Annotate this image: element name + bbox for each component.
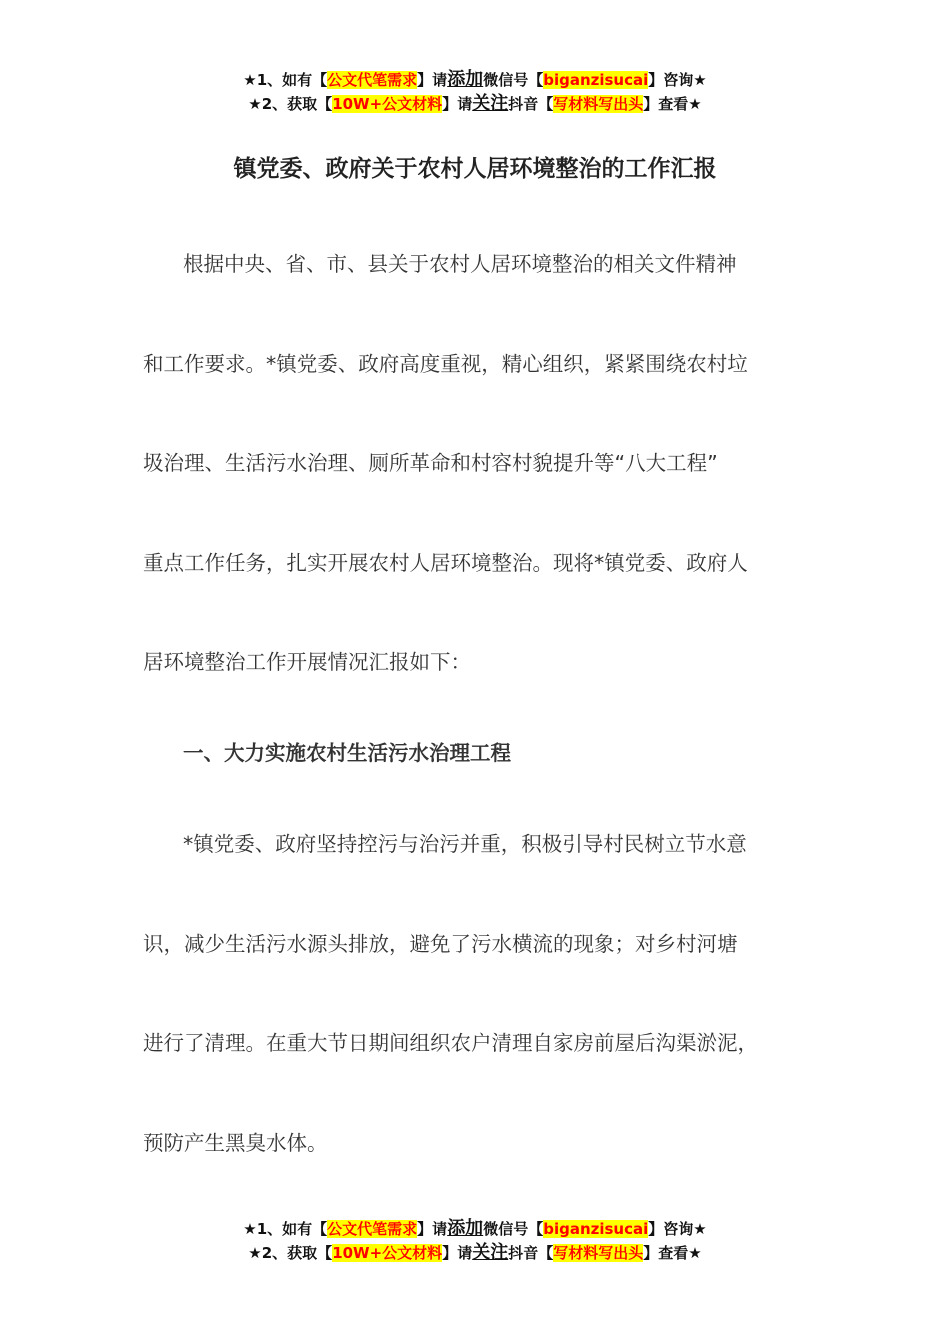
banner-text: 】请 <box>442 1244 473 1262</box>
document-title: 镇党委、政府关于农村人居环境整治的工作汇报 <box>233 156 717 182</box>
banner-text: 】请 <box>417 1220 448 1238</box>
banner-text: 微信号【 <box>483 1220 544 1238</box>
banner-text: 】请 <box>442 95 473 113</box>
banner-highlight: biganzisucai <box>543 71 649 89</box>
banner-line-2 <box>0 1241 950 1265</box>
banner-text: 抖音【 <box>508 95 554 113</box>
text-line: 重点工作任务，扎实开展农村人居环境整治。现将*镇党委、政府人 <box>143 550 748 575</box>
banner-line-2 <box>0 92 950 116</box>
banner-emphasis: 添加 <box>447 69 484 90</box>
banner-line-1 <box>0 1217 950 1241</box>
banner-highlight: 10W+公文材料 <box>332 95 443 113</box>
banner-highlight: 写材料写出头 <box>553 95 644 113</box>
banner-text: ★2、获取【 <box>248 1244 333 1262</box>
banner-emphasis: 关注 <box>472 1242 509 1263</box>
banner-text: 】请 <box>417 71 448 89</box>
banner-highlight: 写材料写出头 <box>553 1244 644 1262</box>
banner-emphasis: 添加 <box>447 1218 484 1239</box>
banner-highlight: 公文代笔需求 <box>327 71 418 89</box>
banner-text: 】咨询★ <box>648 1220 707 1238</box>
bottom-banner <box>0 1217 950 1265</box>
text-line: 识，减少生活污水源头排放，避免了污水横流的现象；对乡村河塘 <box>143 931 738 956</box>
banner-highlight: 10W+公文材料 <box>332 1244 443 1262</box>
text-line: 和工作要求。*镇党委、政府高度重视，精心组织，紧紧围绕农村垃 <box>143 351 748 376</box>
banner-emphasis: 关注 <box>472 93 509 114</box>
banner-line-1 <box>0 68 950 92</box>
text-line: 圾治理、生活污水治理、厕所革命和村容村貌提升等“八大工程” <box>143 451 718 475</box>
banner-text: ★1、如有【 <box>243 1220 328 1238</box>
banner-text: 】查看★ <box>643 1244 702 1262</box>
text-line: 居环境整治工作开展情况汇报如下： <box>143 650 471 674</box>
text-line: 预防产生黑臭水体。 <box>143 1130 328 1155</box>
banner-text: 微信号【 <box>483 71 544 89</box>
banner-highlight: biganzisucai <box>543 1220 649 1238</box>
top-banner <box>0 68 950 116</box>
text-line: 进行了清理。在重大节日期间组织农户清理自家房前屋后沟渠淤泥， <box>143 1031 758 1055</box>
banner-text: ★1、如有【 <box>243 71 328 89</box>
banner-text: 抖音【 <box>508 1244 554 1262</box>
banner-text: 】咨询★ <box>648 71 707 89</box>
paragraph-intro <box>143 215 843 713</box>
banner-text: 】查看★ <box>643 95 702 113</box>
paragraph-section-1 <box>143 795 843 1193</box>
banner-highlight: 公文代笔需求 <box>327 1220 418 1238</box>
section-heading: 一、大力实施农村生活污水治理工程 <box>183 741 511 765</box>
text-line: 根据中央、省、市、县关于农村人居环境整治的相关文件精神 <box>183 252 737 276</box>
banner-text: ★2、获取【 <box>248 95 333 113</box>
text-line: *镇党委、政府坚持控污与治污并重，积极引导村民树立节水意 <box>183 832 747 856</box>
